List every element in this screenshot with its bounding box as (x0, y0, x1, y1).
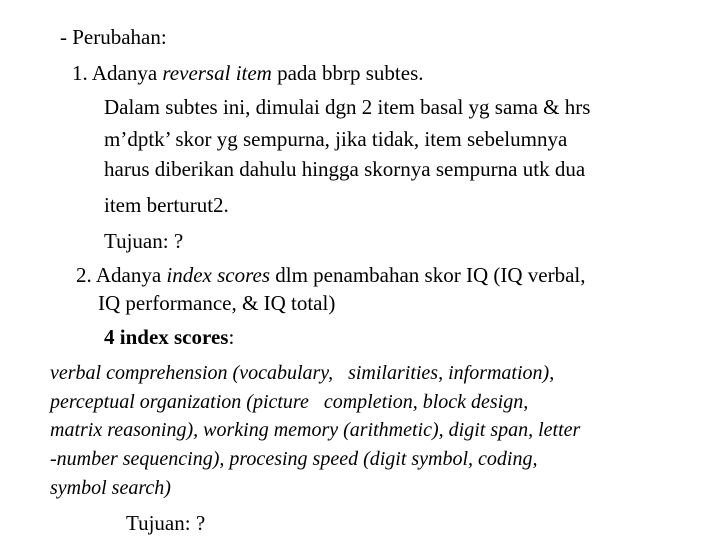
item-1-title (72, 60, 424, 86)
index-line: symbol search) (50, 477, 171, 499)
index-scores-colon: : (228, 325, 235, 349)
index-scores-heading (104, 324, 234, 350)
item-1-body-line: m’dptk’ skor yg sempurna, jika tidak, item sebelumnya (104, 127, 568, 151)
item-2-suffix: dlm penambahan skor IQ (IQ verbal, (270, 263, 586, 287)
item-1-question: Tujuan: ? (104, 229, 184, 253)
item-2-question: Tujuan: ? (126, 511, 206, 535)
index-line: perceptual organization (picture completion, block design, (50, 391, 529, 413)
index-line: verbal comprehension (vocabulary, similarities, information), (50, 362, 555, 384)
item-2-continuation: IQ performance, & IQ total) (98, 291, 336, 315)
item-2-prefix: 2. Adanya (76, 263, 167, 287)
item-1-body-line: item berturut2. (104, 193, 229, 217)
index-line: -number sequencing), procesing speed (digit symbol, coding, (50, 448, 538, 470)
item-1-body-line: Dalam subtes ini, dimulai dgn 2 item basal yg sama & hrs (104, 95, 591, 119)
index-line: matrix reasoning), working memory (arithmetic), digit span, letter (50, 419, 581, 441)
item-2-title (76, 262, 586, 288)
item-1-emphasis: reversal item (162, 61, 272, 85)
item-1-prefix: 1. Adanya (72, 61, 163, 85)
index-scores-label: 4 index scores (104, 325, 229, 349)
item-1-suffix: pada bbrp subtes. (271, 61, 424, 85)
heading-perubahan: - Perubahan: (60, 25, 167, 49)
item-2-emphasis: index scores (166, 263, 271, 287)
item-1-body-line: harus diberikan dahulu hingga skornya sempurna utk dua (104, 157, 586, 181)
